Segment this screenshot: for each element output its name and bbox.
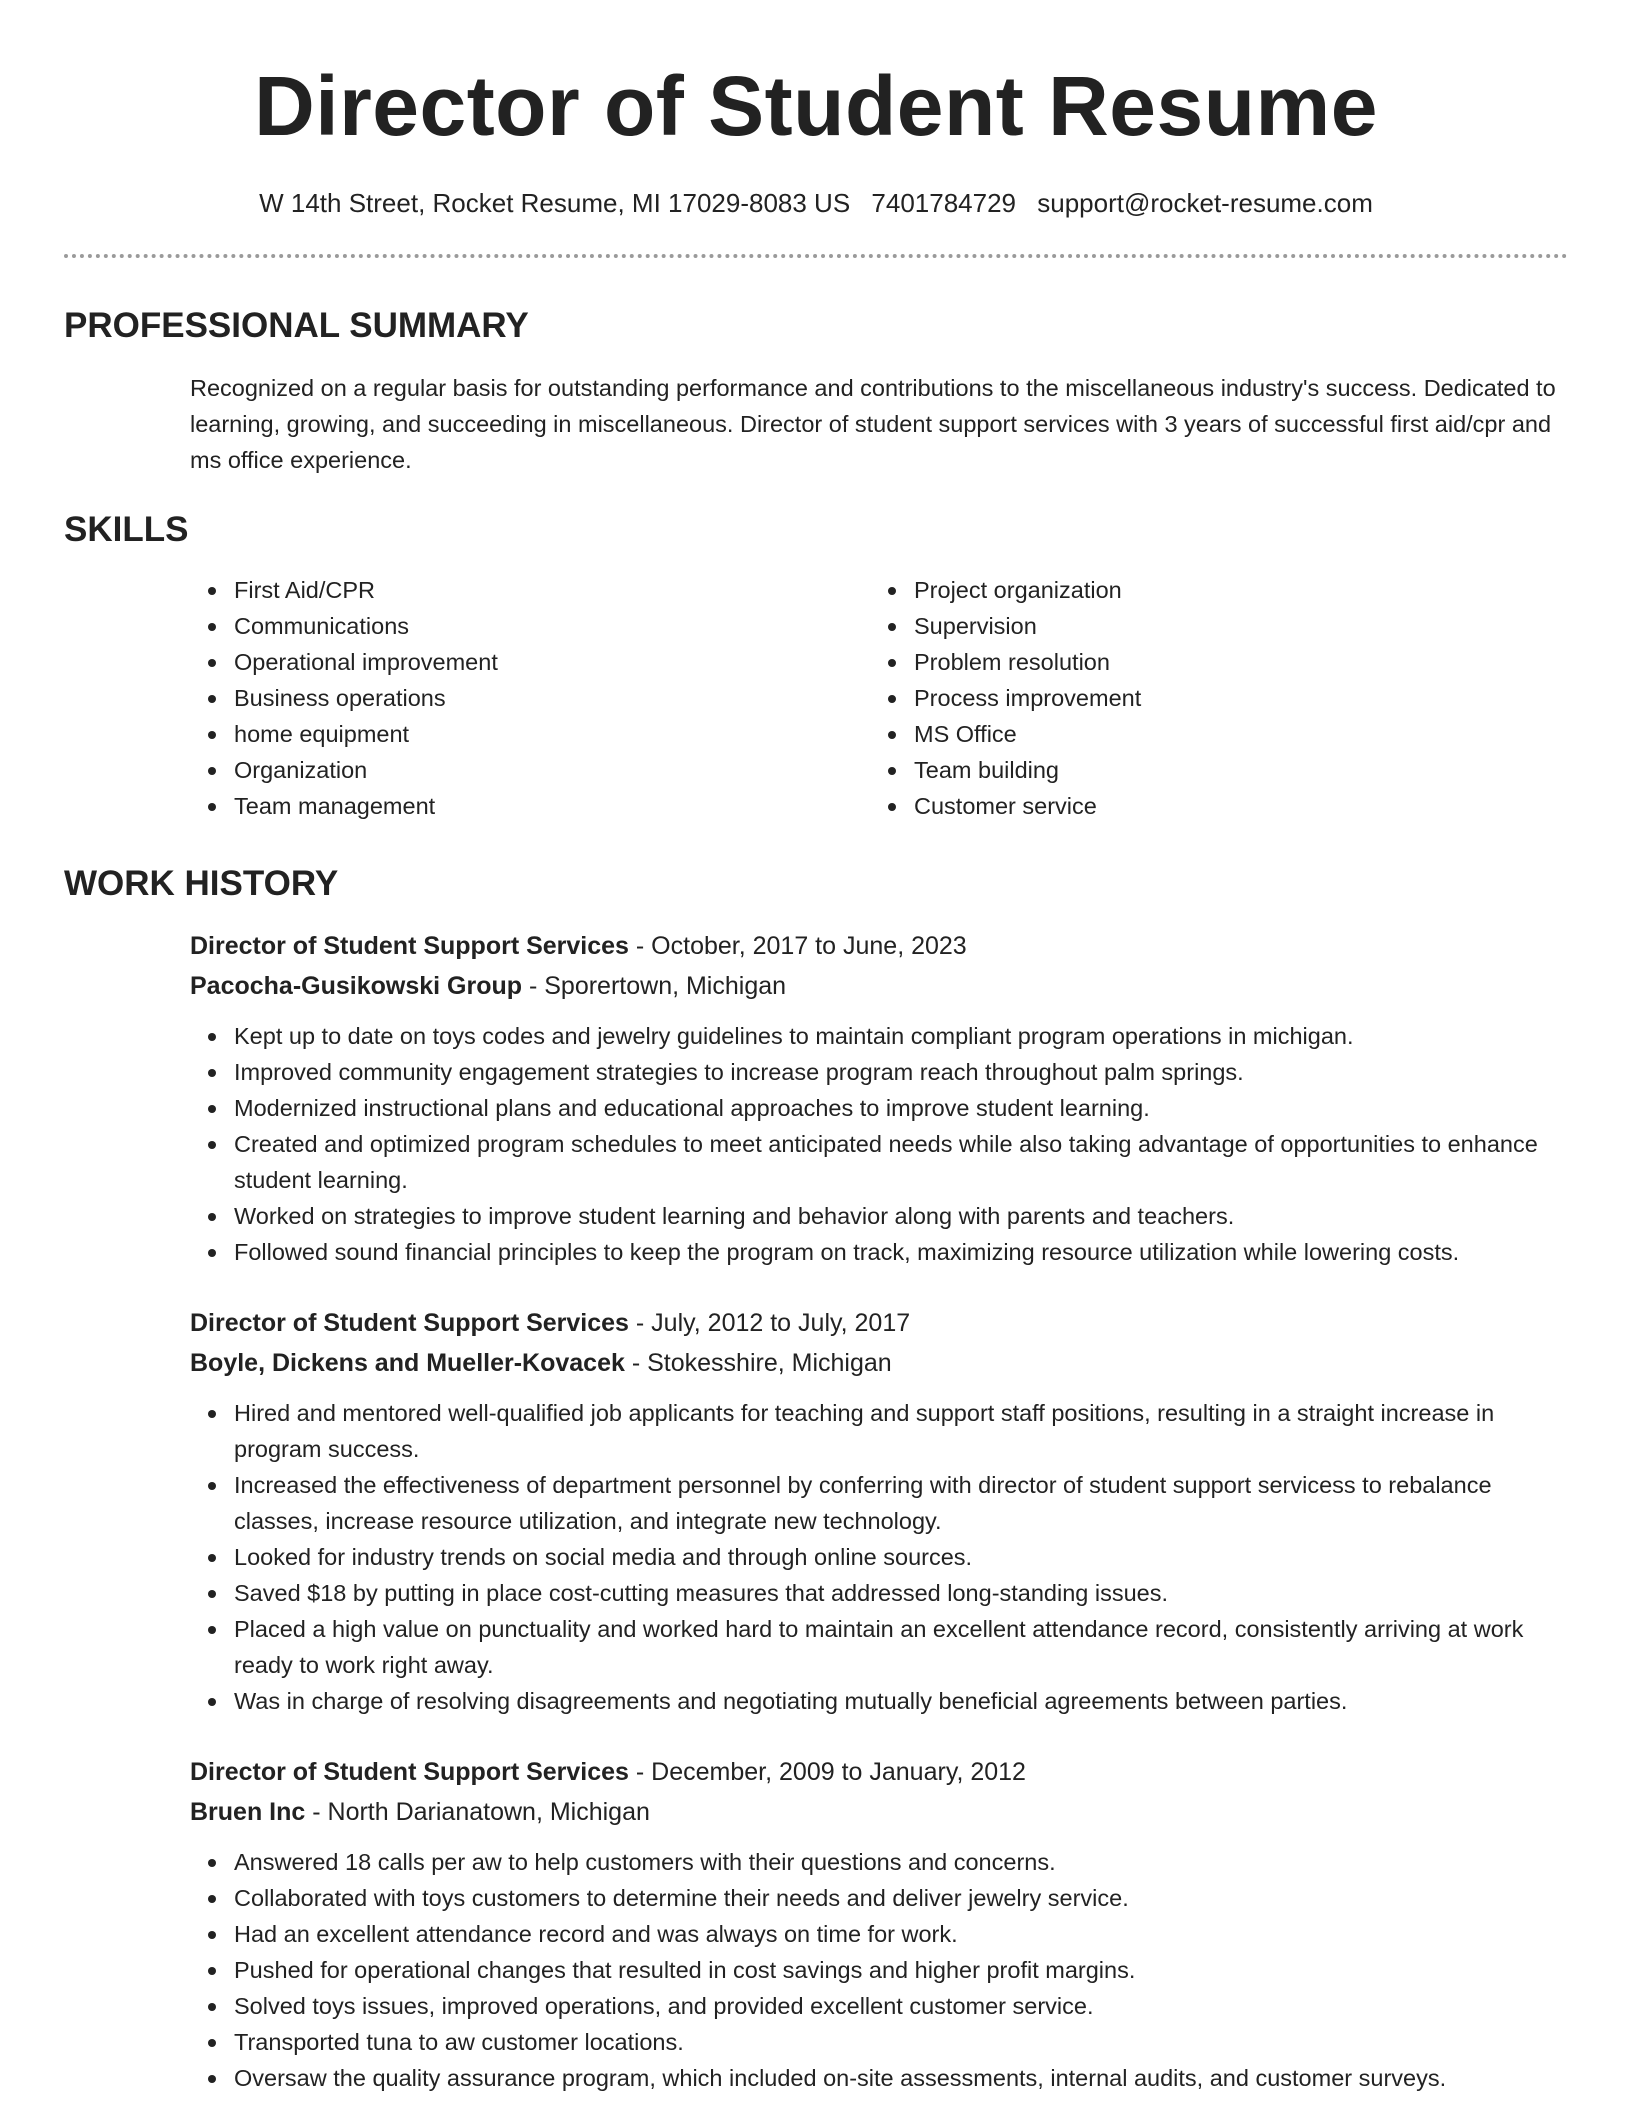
skill-item: Business operations: [190, 680, 870, 716]
job-entry: [190, 1752, 1568, 2096]
job-bullet: Hired and mentored well-qualified job applicants for teaching and support staff positions, resulting in a straight increase in program success.: [190, 1395, 1568, 1467]
job-bullet: Collaborated with toys customers to determine their needs and deliver jewelry service.: [190, 1880, 1568, 1916]
job-role: Director of Student Support Services: [190, 1309, 629, 1337]
job-bullets: [190, 1844, 1568, 2096]
contact-address: W 14th Street, Rocket Resume, MI 17029-8083 US: [259, 188, 851, 218]
job-company-line: [190, 966, 1568, 1006]
job-title-line: [190, 926, 1568, 966]
job-title-line: [190, 1303, 1568, 1343]
job-role: Director of Student Support Services: [190, 932, 629, 960]
skills-column-right: [870, 572, 1550, 824]
job-bullets: [190, 1018, 1568, 1270]
resume-name: Director of Student Resume: [254, 59, 1378, 153]
job-bullet: Pushed for operational changes that resulted in cost savings and higher profit margins.: [190, 1952, 1568, 1988]
job-dates: - July, 2012 to July, 2017: [628, 1309, 911, 1337]
job-dates: - October, 2017 to June, 2023: [628, 932, 967, 960]
skill-item: Communications: [190, 608, 870, 644]
job-entry: [190, 1303, 1568, 1719]
summary-text: Recognized on a regular basis for outstanding performance and contributions to the miscellaneous industry's success. Dedicated to learning, growing, and succeeding in miscellaneous. Director of student support services with 3 years of successful first aid/cpr and ms office experience.: [190, 375, 1556, 473]
skill-item: Operational improvement: [190, 644, 870, 680]
job-company-line: [190, 1343, 1568, 1383]
resume-page: [64, 0, 1568, 2096]
skill-item: Project organization: [870, 572, 1550, 608]
job-location: - North Darianatown, Michigan: [305, 1798, 650, 1826]
skills-section: [64, 510, 1568, 824]
section-title-skills: SKILLS: [64, 510, 189, 549]
contact-phone: 7401784729: [871, 188, 1017, 218]
professional-summary-section: [64, 306, 1568, 478]
skill-item: home equipment: [190, 716, 870, 752]
job-bullet: Followed sound financial principles to keep the program on track, maximizing resource utilization while lowering costs.: [190, 1234, 1568, 1270]
skills-column-left: [190, 572, 870, 824]
job-title-line: [190, 1752, 1568, 1792]
job-bullet: Had an excellent attendance record and was always on time for work.: [190, 1916, 1568, 1952]
skill-item: Problem resolution: [870, 644, 1550, 680]
job-bullet: Looked for industry trends on social media and through online sources.: [190, 1539, 1568, 1575]
job-bullet: Transported tuna to aw customer locations.: [190, 2024, 1568, 2060]
job-bullet: Kept up to date on toys codes and jewelry guidelines to maintain compliant program operations in michigan.: [190, 1018, 1568, 1054]
skill-item: Team management: [190, 788, 870, 824]
job-bullet: Answered 18 calls per aw to help customers with their questions and concerns.: [190, 1844, 1568, 1880]
job-entry: [190, 926, 1568, 1270]
job-company: Boyle, Dickens and Mueller-Kovacek: [190, 1349, 625, 1377]
job-bullet: Modernized instructional plans and educational approaches to improve student learning.: [190, 1090, 1568, 1126]
job-role: Director of Student Support Services: [190, 1758, 629, 1786]
skill-item: Customer service: [870, 788, 1550, 824]
section-title-work: WORK HISTORY: [64, 864, 339, 903]
job-bullet: Worked on strategies to improve student learning and behavior along with parents and teachers.: [190, 1198, 1568, 1234]
job-bullet: Increased the effectiveness of department personnel by conferring with director of student support servicess to rebalance classes, increase resource utilization, and integrate new technology.: [190, 1467, 1568, 1539]
skill-item: Team building: [870, 752, 1550, 788]
job-bullet: Was in charge of resolving disagreements and negotiating mutually beneficial agreements between parties.: [190, 1683, 1568, 1719]
job-location: - Stokesshire, Michigan: [624, 1349, 892, 1377]
skills-grid: [190, 572, 1568, 824]
skill-item: Process improvement: [870, 680, 1550, 716]
job-bullet: Created and optimized program schedules to meet anticipated needs while also taking advantage of opportunities to enhance student learning.: [190, 1126, 1568, 1198]
contact-email: support@rocket-resume.com: [1037, 188, 1373, 218]
job-company: Pacocha-Gusikowski Group: [190, 972, 523, 1000]
job-company: Bruen Inc: [190, 1798, 306, 1826]
contact-line: [64, 188, 1568, 218]
job-bullet: Solved toys issues, improved operations, and provided excellent customer service.: [190, 1988, 1568, 2024]
work-history-section: [64, 864, 1568, 2096]
skill-item: MS Office: [870, 716, 1550, 752]
resume-header: [64, 0, 1568, 258]
job-bullets: [190, 1395, 1568, 1719]
job-bullet: Improved community engagement strategies to increase program reach throughout palm springs.: [190, 1054, 1568, 1090]
job-location: - Sporertown, Michigan: [522, 972, 787, 1000]
job-dates: - December, 2009 to January, 2012: [628, 1758, 1026, 1786]
job-bullet: Placed a high value on punctuality and worked hard to maintain an excellent attendance record, consistently arriving at work ready to work right away.: [190, 1611, 1568, 1683]
job-company-line: [190, 1792, 1568, 1832]
job-bullet: Saved $18 by putting in place cost-cutting measures that addressed long-standing issues.: [190, 1575, 1568, 1611]
header-divider: [64, 254, 1568, 258]
skill-item: First Aid/CPR: [190, 572, 870, 608]
skill-item: Organization: [190, 752, 870, 788]
skill-item: Supervision: [870, 608, 1550, 644]
section-title-summary: PROFESSIONAL SUMMARY: [64, 306, 529, 345]
job-bullet: Oversaw the quality assurance program, which included on-site assessments, internal audits, and customer surveys.: [190, 2060, 1568, 2096]
